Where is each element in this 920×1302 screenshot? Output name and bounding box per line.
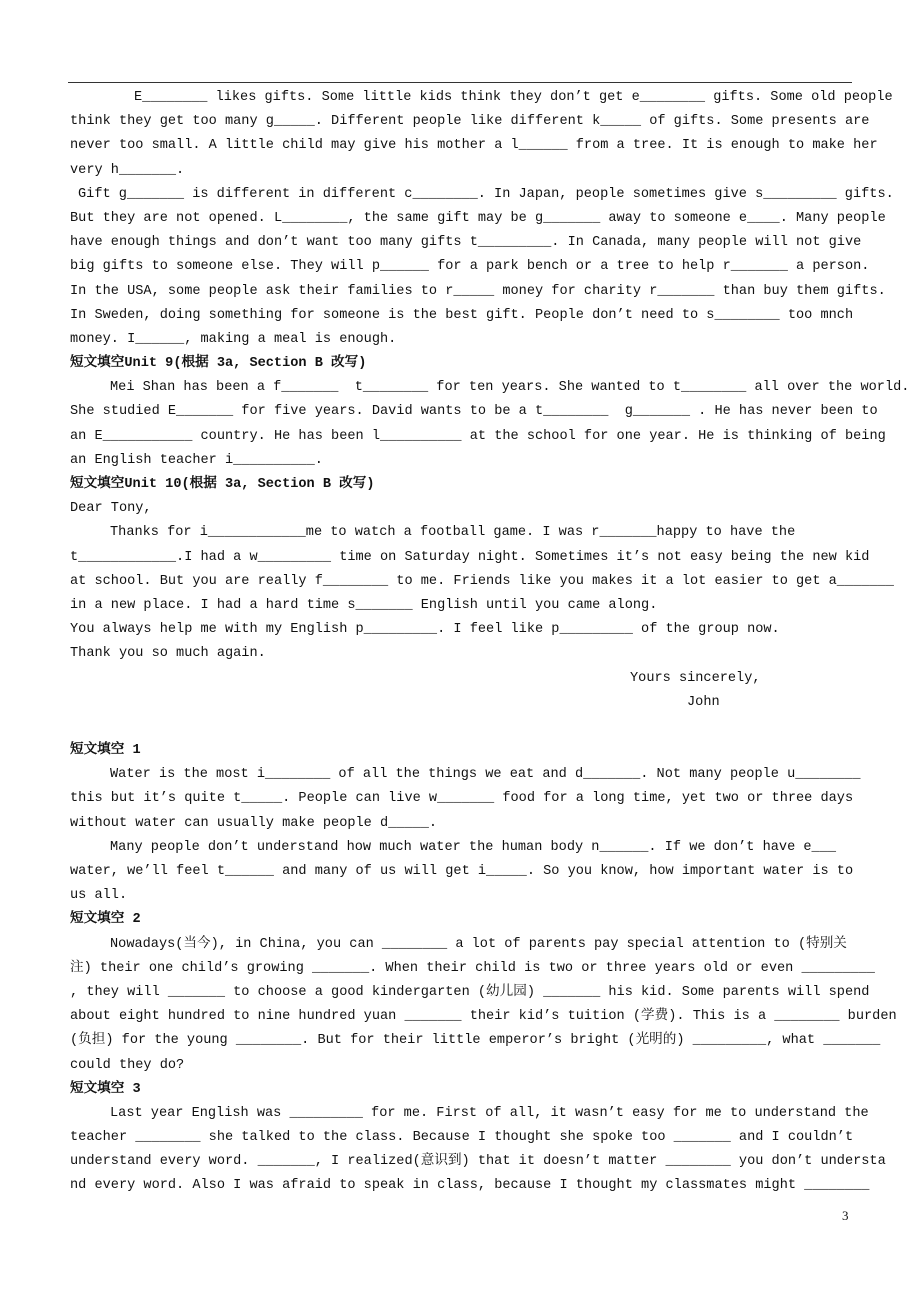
text-line: us all. (70, 888, 128, 904)
text-line: She studied E_______ for five years. David wants to be a t________ g_______ . He has never been to (70, 404, 878, 420)
text-line: teacher ________ she talked to the class. Because I thought she spoke too _______ and I couldn’t (70, 1130, 854, 1146)
text-line: big gifts to someone else. They will p______ for a park bench or a tree to help r_______ a person. (70, 259, 870, 275)
text-line: at school. But you are really f________ to me. Friends like you makes it a lot easier to get a_______ (70, 573, 894, 589)
text-line: never too small. A little child may give his mother a l______ from a tree. It is enough to make her (70, 138, 878, 154)
section-passage1 (70, 739, 861, 908)
section-heading: 短文填空 1 (70, 743, 141, 759)
text-line: nd every word. Also I was afraid to speak in class, because I thought my classmates might ________ (70, 1178, 870, 1194)
text-line: an English teacher i__________. (70, 452, 323, 468)
spacer (70, 715, 852, 739)
letter-closing: Yours sincerely, (630, 670, 761, 686)
text-line: money. I______, making a meal is enough. (70, 331, 397, 347)
text-line: Thank you so much again. (70, 646, 266, 662)
section-heading: 短文填空Unit 10(根据 3a, Section B 改写) (70, 477, 375, 492)
text-line: (负担) for the young ________. But for their little emperor’s bright (光明的) _________, what _______ (70, 1033, 881, 1049)
text-line: Many people don’t understand how much water the human body n______. If we don’t have e___ (110, 839, 837, 855)
text-line: Thanks for i____________me to watch a football game. I was r_______happy to have the (110, 525, 796, 541)
text-line: 注) their one child’s growing _______. When their child is two or three years old or even _________ (70, 960, 875, 976)
text-line: in a new place. I had a hard time s_______ English until you came along. (70, 597, 658, 613)
passage-gifts (70, 86, 894, 352)
text-line: Water is the most i________ of all the things we eat and d_______. Not many people u________ (110, 767, 861, 783)
letter-signature: John (687, 694, 720, 710)
text-line: without water can usually make people d_____. (70, 815, 438, 831)
text-line: could they do? (70, 1057, 185, 1073)
section-passage3 (70, 1078, 886, 1199)
section-unit9 (70, 352, 910, 473)
text-line: You always help me with my English p_________. I feel like p_________ of the group now. (70, 622, 780, 638)
letter-greeting: Dear Tony, (70, 501, 152, 517)
text-line: water, we’ll feel t______ and many of us will get i_____. So you know, how important water is to (70, 864, 854, 879)
section-unit10 (70, 473, 894, 715)
text-line: In the USA, some people ask their families to r_____ money for charity r_______ than buy them gifts. (70, 283, 886, 299)
text-line: understand every word. _______, I realized(意识到) that it doesn’t matter ________ you don’t understa (70, 1154, 886, 1170)
text-line: t____________.I had a w_________ time on Saturday night. Sometimes it’s not easy being the new kid (70, 549, 870, 565)
section-heading: 短文填空 3 (70, 1081, 141, 1097)
text-line: , they will _______ to choose a good kindergarten (幼儿园) _______ his kid. Some parents will spend (70, 984, 870, 1000)
text-line: have enough things and don’t want too many gifts t_________. In Canada, many people will not give (70, 235, 862, 251)
text-line: In Sweden, doing something for someone is the best gift. People don’t need to s________ too mnch (70, 307, 854, 323)
text-line: about eight hundred to nine hundred yuan _______ their kid’s tuition (学费). This is a ________ burden (70, 1009, 897, 1025)
text-line: Mei Shan has been a f_______ t________ for ten years. She wanted to t________ all over the world. (110, 380, 910, 396)
text-line: Gift g_______ is different in different c________. In Japan, people sometimes give s_________ gifts. (78, 186, 894, 202)
section-passage2 (70, 908, 897, 1077)
text-line: very h_______. (70, 162, 185, 178)
text-line: Nowadays(当今), in China, you can ________ a lot of parents pay special attention to (特别关 (110, 936, 847, 952)
text-line: But they are not opened. L________, the same gift may be g_______ away to someone e____. Many people (70, 210, 886, 226)
document-page (70, 86, 910, 1199)
text-line: an E___________ country. He has been l__________ at the school for one year. He is thinking of being (70, 428, 886, 444)
section-heading: 短文填空 2 (70, 912, 141, 928)
header-rule (68, 82, 852, 83)
page-number: 3 (842, 1208, 849, 1223)
text-line: think they get too many g_____. Different people like different k_____ of gifts. Some presents are (70, 114, 870, 130)
text-line: E________ likes gifts. Some little kids think they don’t get e________ gifts. Some old people (134, 90, 893, 105)
text-line: this but it’s quite t_____. People can live w_______ food for a long time, yet two or three days (70, 791, 854, 807)
section-heading: 短文填空Unit 9(根据 3a, Section B 改写) (70, 356, 367, 372)
text-line: Last year English was _________ for me. First of all, it wasn’t easy for me to understand the (110, 1105, 869, 1121)
